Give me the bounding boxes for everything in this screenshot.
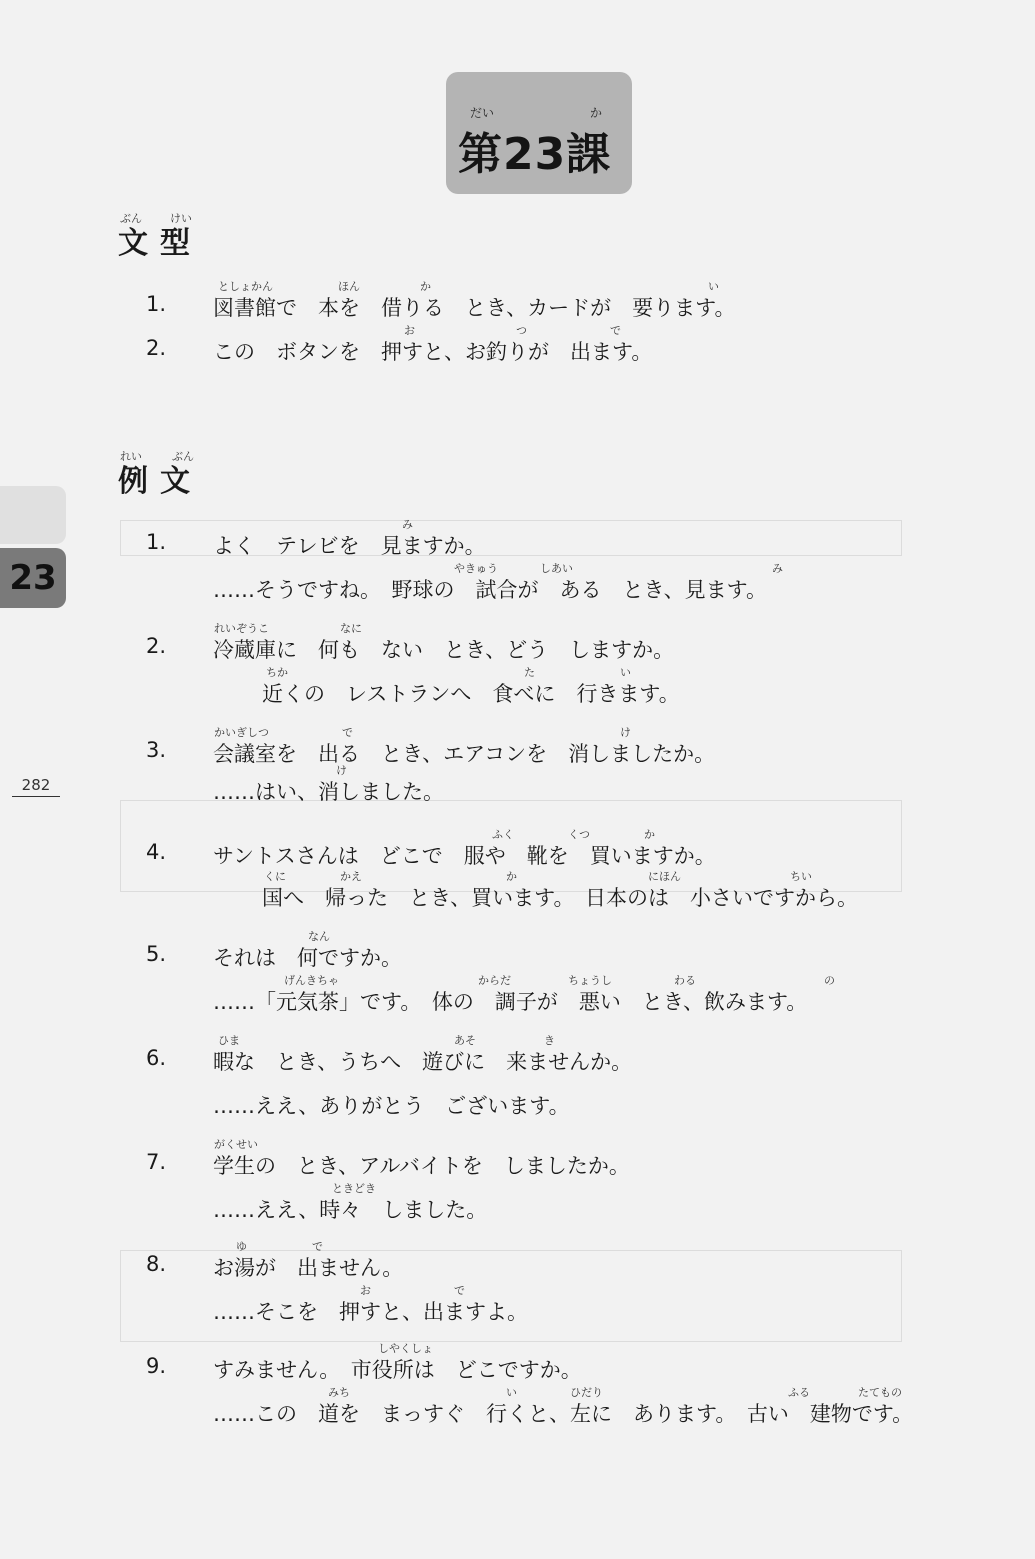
ruby: からだ — [478, 974, 511, 987]
answer: 近くの レストランへ 食べに 行きます。 — [262, 682, 680, 706]
answer: ……ええ、時々 しました。 — [213, 1198, 488, 1222]
answer: ……そこを 押すと、出ますよ。 — [213, 1300, 528, 1324]
ruby: お — [404, 324, 415, 337]
heading-ruby: ぶん — [172, 450, 194, 463]
ruby: がくせい — [214, 1138, 258, 1151]
item-number: 3. — [146, 738, 167, 762]
sentence: この ボタンを 押すと、お釣りが 出ます。 — [213, 340, 653, 364]
ruby: ふる — [788, 1386, 810, 1399]
ruby: の — [824, 974, 835, 987]
section-heading-bunkei: 文型 — [118, 226, 202, 261]
ruby: ちい — [790, 870, 812, 883]
ruby: ゆ — [236, 1240, 247, 1253]
heading-ruby: ぶん — [120, 212, 142, 225]
ruby: で — [454, 1284, 465, 1297]
ruby: ふく — [492, 828, 514, 841]
answer: ……「元気茶」です。 体の 調子が 悪い とき、飲みます。 — [213, 990, 808, 1014]
question: すみません。 市役所は どこですか。 — [213, 1358, 582, 1382]
ruby: わる — [674, 974, 696, 987]
item-number: 7. — [146, 1150, 167, 1174]
ruby: かいぎしつ — [214, 726, 269, 739]
ruby: で — [342, 726, 353, 739]
ruby: やきゅう — [454, 562, 498, 575]
title-ruby-ka: か — [590, 106, 603, 120]
item-number: 2. — [146, 634, 167, 658]
ruby: れいぞうこ — [214, 622, 269, 635]
ruby: た — [524, 666, 535, 679]
ruby: にほん — [648, 870, 681, 883]
ruby: としょかん — [218, 280, 273, 293]
ruby: かえ — [340, 870, 362, 883]
ruby: け — [620, 726, 631, 739]
ruby: みち — [328, 1386, 350, 1399]
ruby: くに — [264, 870, 286, 883]
ruby: ひま — [218, 1034, 240, 1047]
ruby: か — [420, 280, 431, 293]
question: 学生の とき、アルバイトを しましたか。 — [213, 1154, 630, 1178]
sentence: 図書館で 本を 借りる とき、カードが 要ります。 — [213, 296, 736, 320]
ruby: ちか — [266, 666, 288, 679]
ruby: ほん — [338, 280, 360, 293]
question: 暇な とき、うちへ 遊びに 来ませんか。 — [213, 1050, 633, 1074]
item-number: 8. — [146, 1252, 167, 1276]
ruby: ときどき — [332, 1182, 376, 1195]
ruby: ちょうし — [568, 974, 612, 987]
ruby: つ — [516, 324, 527, 337]
ruby: あそ — [454, 1034, 476, 1047]
question: それは 何ですか。 — [213, 946, 402, 970]
ruby: たてもの — [858, 1386, 902, 1399]
ruby: しあい — [540, 562, 573, 575]
ruby: き — [544, 1034, 555, 1047]
item-number: 5. — [146, 942, 167, 966]
heading-ruby: けい — [170, 212, 192, 225]
ruby: くつ — [568, 828, 590, 841]
title-ruby-dai: だい — [470, 106, 495, 120]
section-heading-reibun: 例文 — [118, 464, 202, 499]
ruby: い — [506, 1386, 517, 1399]
answer: 国へ 帰った とき、買います。 日本のは 小さいですから。 — [262, 886, 858, 910]
ruby: しやくしょ — [378, 1342, 433, 1355]
page-number: 282 — [12, 776, 60, 797]
ruby: げんきちゃ — [284, 974, 339, 987]
question: 冷蔵庫に 何も ない とき、どう しますか。 — [213, 638, 675, 662]
ruby: み — [402, 518, 413, 531]
question: お湯が 出ません。 — [213, 1256, 404, 1280]
question: サントスさんは どこで 服や 靴を 買いますか。 — [213, 844, 716, 868]
ruby: か — [506, 870, 517, 883]
ruby: で — [312, 1240, 323, 1253]
answer: ……ええ、ありがとう ございます。 — [213, 1094, 570, 1118]
item-number: 1. — [146, 292, 167, 316]
item-number: 6. — [146, 1046, 167, 1070]
ruby: なに — [340, 622, 362, 635]
answer: ……この 道を まっすぐ 行くと、左に あります。 古い 建物です。 — [213, 1402, 914, 1426]
ruby: い — [708, 280, 719, 293]
answer: ……そうですね。 野球の 試合が ある とき、見ます。 — [213, 578, 767, 602]
ruby: で — [610, 324, 621, 337]
answer: ……はい、消しました。 — [213, 780, 444, 804]
ruby: け — [336, 764, 347, 777]
chapter-tab: 23 — [0, 548, 66, 608]
ruby: ひだり — [570, 1386, 603, 1399]
item-number: 4. — [146, 840, 167, 864]
item-number: 1. — [146, 530, 167, 554]
ruby: お — [360, 1284, 371, 1297]
ruby: なん — [308, 930, 330, 943]
lesson-title: 第23課 — [458, 129, 612, 180]
ruby: み — [772, 562, 783, 575]
question: よく テレビを 見ますか。 — [213, 534, 486, 558]
ruby: か — [644, 828, 655, 841]
heading-ruby: れい — [120, 450, 142, 463]
side-tab-prev — [0, 486, 66, 544]
item-number: 9. — [146, 1354, 167, 1378]
item-number: 2. — [146, 336, 167, 360]
question: 会議室を 出る とき、エアコンを 消しましたか。 — [213, 742, 716, 766]
ruby: い — [620, 666, 631, 679]
